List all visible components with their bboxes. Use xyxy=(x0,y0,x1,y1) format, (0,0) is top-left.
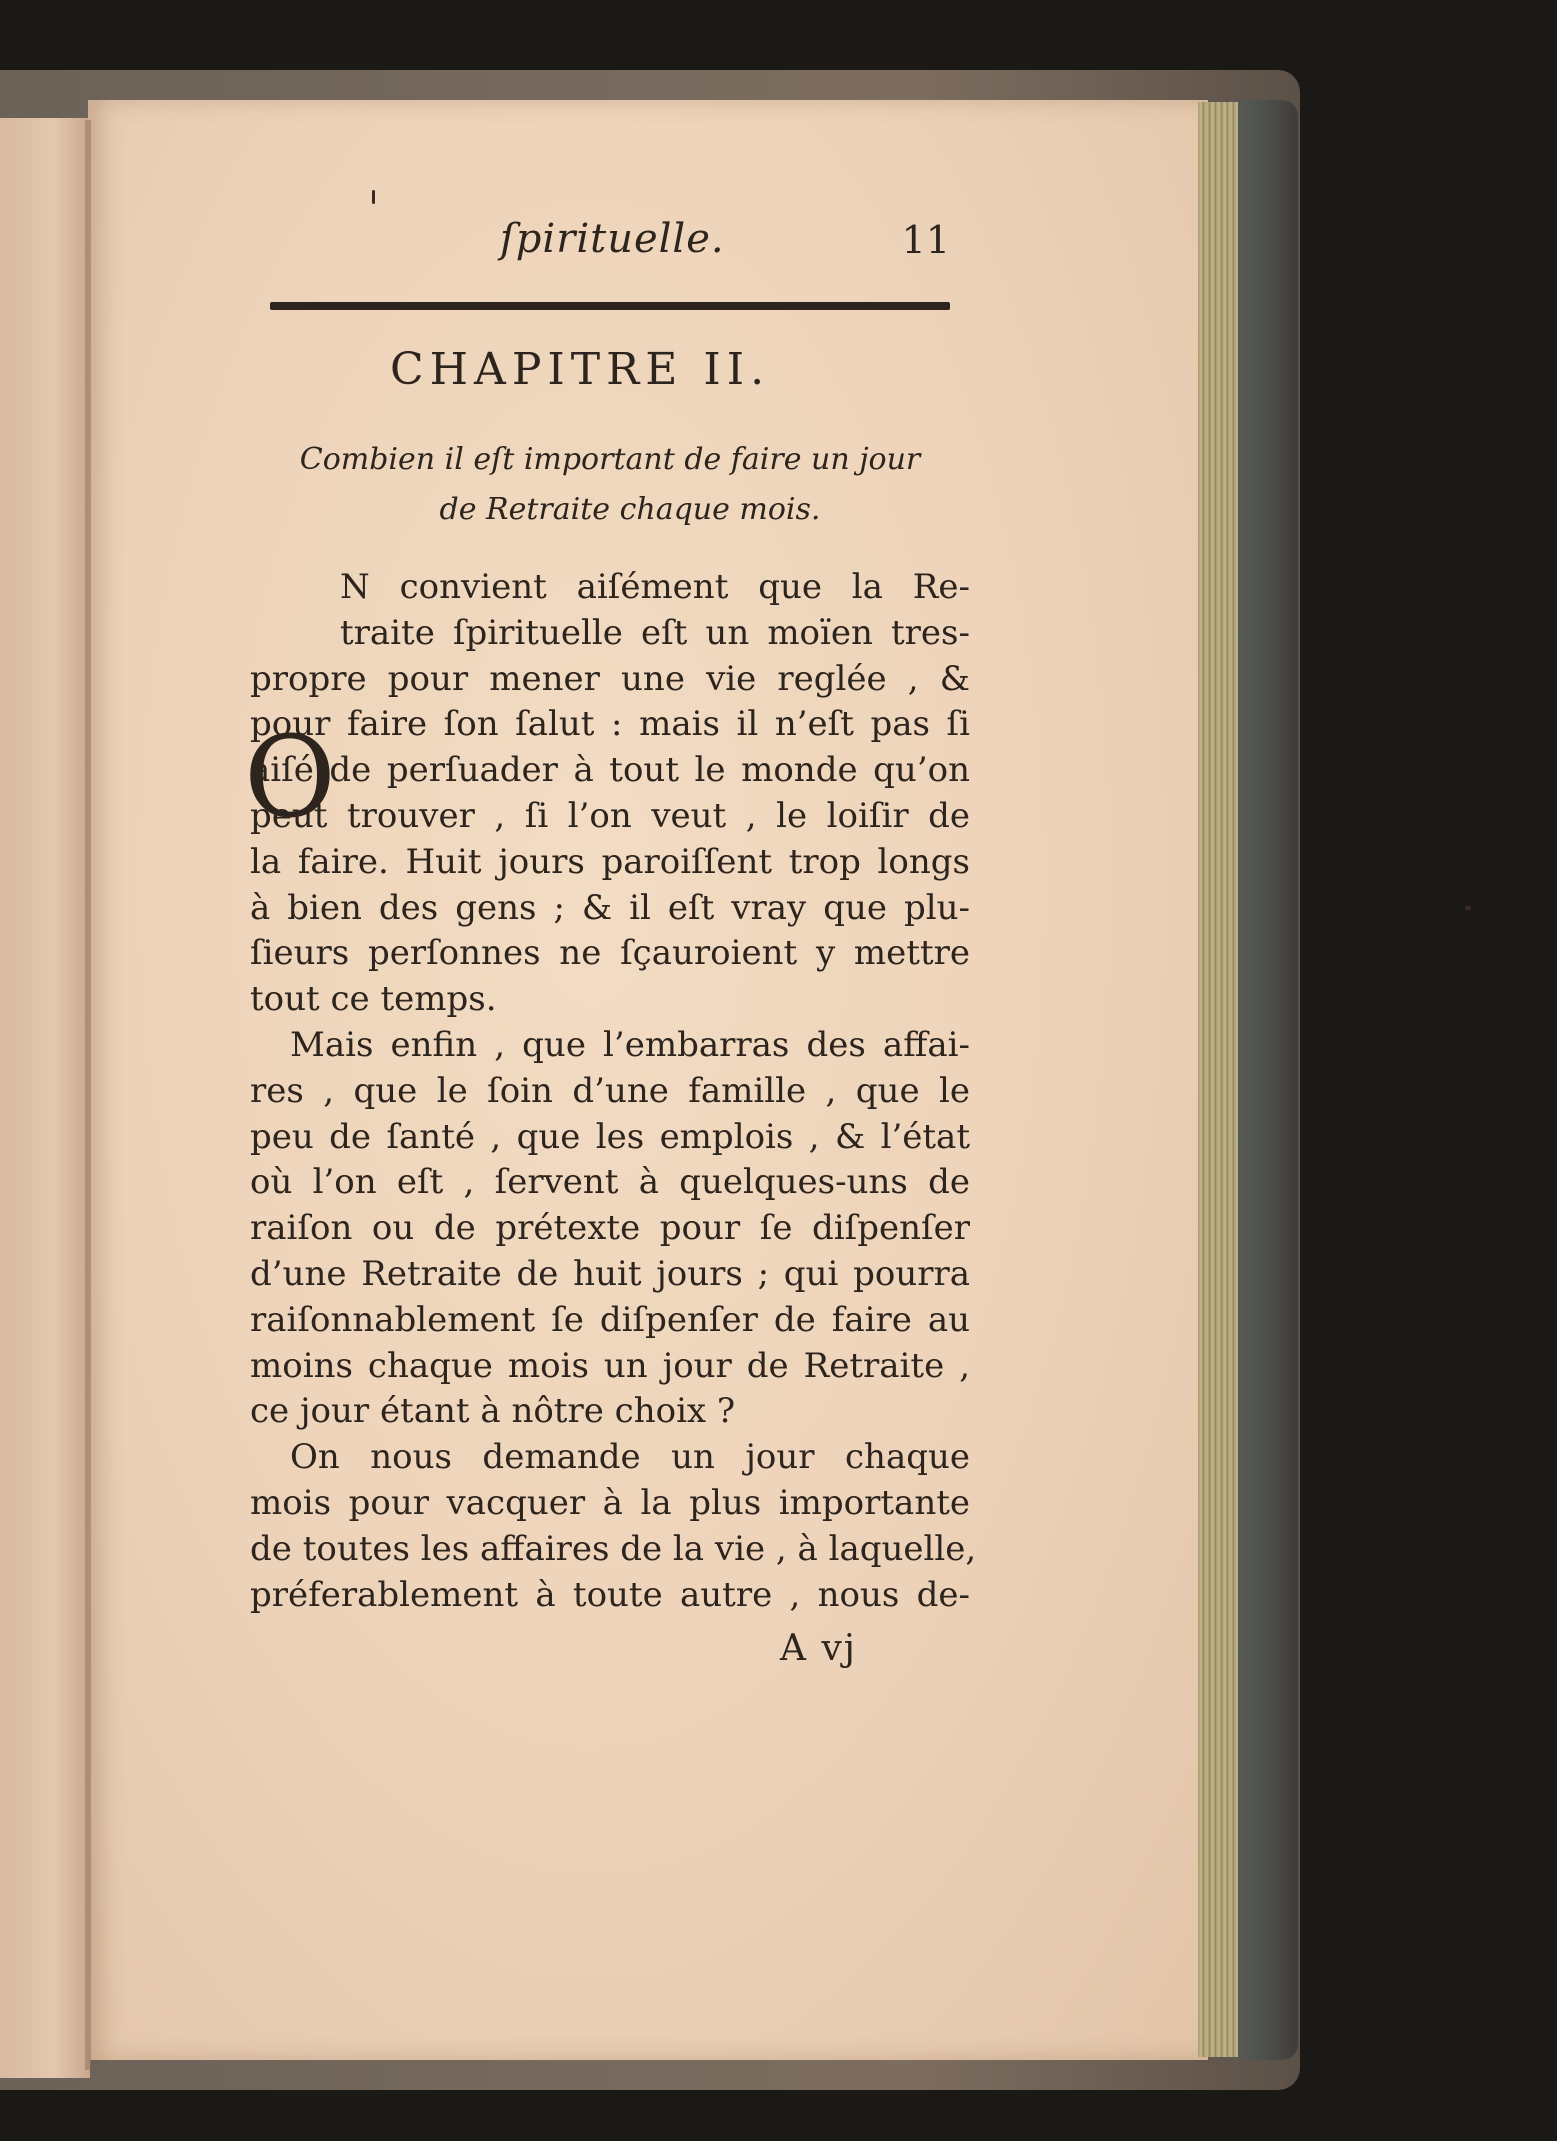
left-facing-page xyxy=(0,118,90,2078)
page-fore-edge xyxy=(1198,102,1238,2057)
text-line: moins chaque mois un jour de Retraite , xyxy=(250,1345,970,1386)
text-line: traite ſpirituelle eſt un moïen tres- xyxy=(340,612,970,653)
text-line: où l’on eſt , ſervent à quelques-uns de xyxy=(250,1162,970,1203)
text-line: On nous demande un jour chaque xyxy=(290,1437,970,1478)
subtitle-line: Combien il eſt important de faire un jour xyxy=(299,442,921,477)
ink-speck xyxy=(1465,906,1471,910)
text-line: raiſonnablement ſe diſpenſer de faire au xyxy=(250,1299,970,1340)
text-line: tout ce temps. xyxy=(250,979,497,1020)
subtitle-line: de Retraite chaque mois. xyxy=(439,492,821,527)
header-rule xyxy=(270,302,950,310)
drop-cap: O xyxy=(244,713,336,843)
book-spine-edge xyxy=(1230,100,1298,2060)
body-text xyxy=(250,565,977,1618)
text-line: mois pour vacquer à la plus importante xyxy=(250,1482,970,1523)
text-line: ce jour étant à nôtre choix ? xyxy=(250,1391,736,1432)
text-line: d’une Retraite de huit jours ; qui pourra xyxy=(250,1253,970,1294)
text-line: préferablement à toute autre , nous de- xyxy=(250,1574,970,1615)
page-header xyxy=(250,200,970,270)
chapter-subtitle xyxy=(250,435,970,535)
text-line: propre pour mener une vie reglée , & xyxy=(250,658,970,699)
signature-mark: A vj xyxy=(780,1628,857,1669)
text-line: raiſon ou de prétexte pour ſe diſpenſer xyxy=(250,1208,970,1249)
text-line: Mais enfin , que l’embarras des affai- xyxy=(290,1024,970,1065)
text-line: de toutes les affaires de la vie , à laquelle, xyxy=(250,1528,977,1569)
page-text xyxy=(244,200,977,1669)
chapter-title: CHAPITRE II. xyxy=(390,344,771,395)
text-line: peut trouver , ſi l’on veut , le loiſir de xyxy=(250,795,970,836)
gutter xyxy=(85,120,91,2070)
text-line: res , que le ſoin d’une famille , que le xyxy=(250,1070,970,1111)
running-head: ſpirituelle. xyxy=(500,216,725,262)
page-number: 11 xyxy=(901,218,950,262)
text-line: N convient aiſément que la Re- xyxy=(340,567,970,607)
text-line: peu de ſanté , que les emplois , & l’état xyxy=(250,1116,970,1157)
text-line: à bien des gens ; & il eſt vray que plu- xyxy=(250,887,970,928)
text-line: ſieurs perſonnes ne ſçauroient y mettre xyxy=(250,933,970,974)
text-line: pour faire ſon ſalut : mais il n’eſt pas ſi xyxy=(250,704,970,745)
text-line: aiſé de perſuader à tout le monde qu’on xyxy=(250,750,970,791)
text-line: la faire. Huit jours paroiſſent trop longs xyxy=(250,841,970,882)
